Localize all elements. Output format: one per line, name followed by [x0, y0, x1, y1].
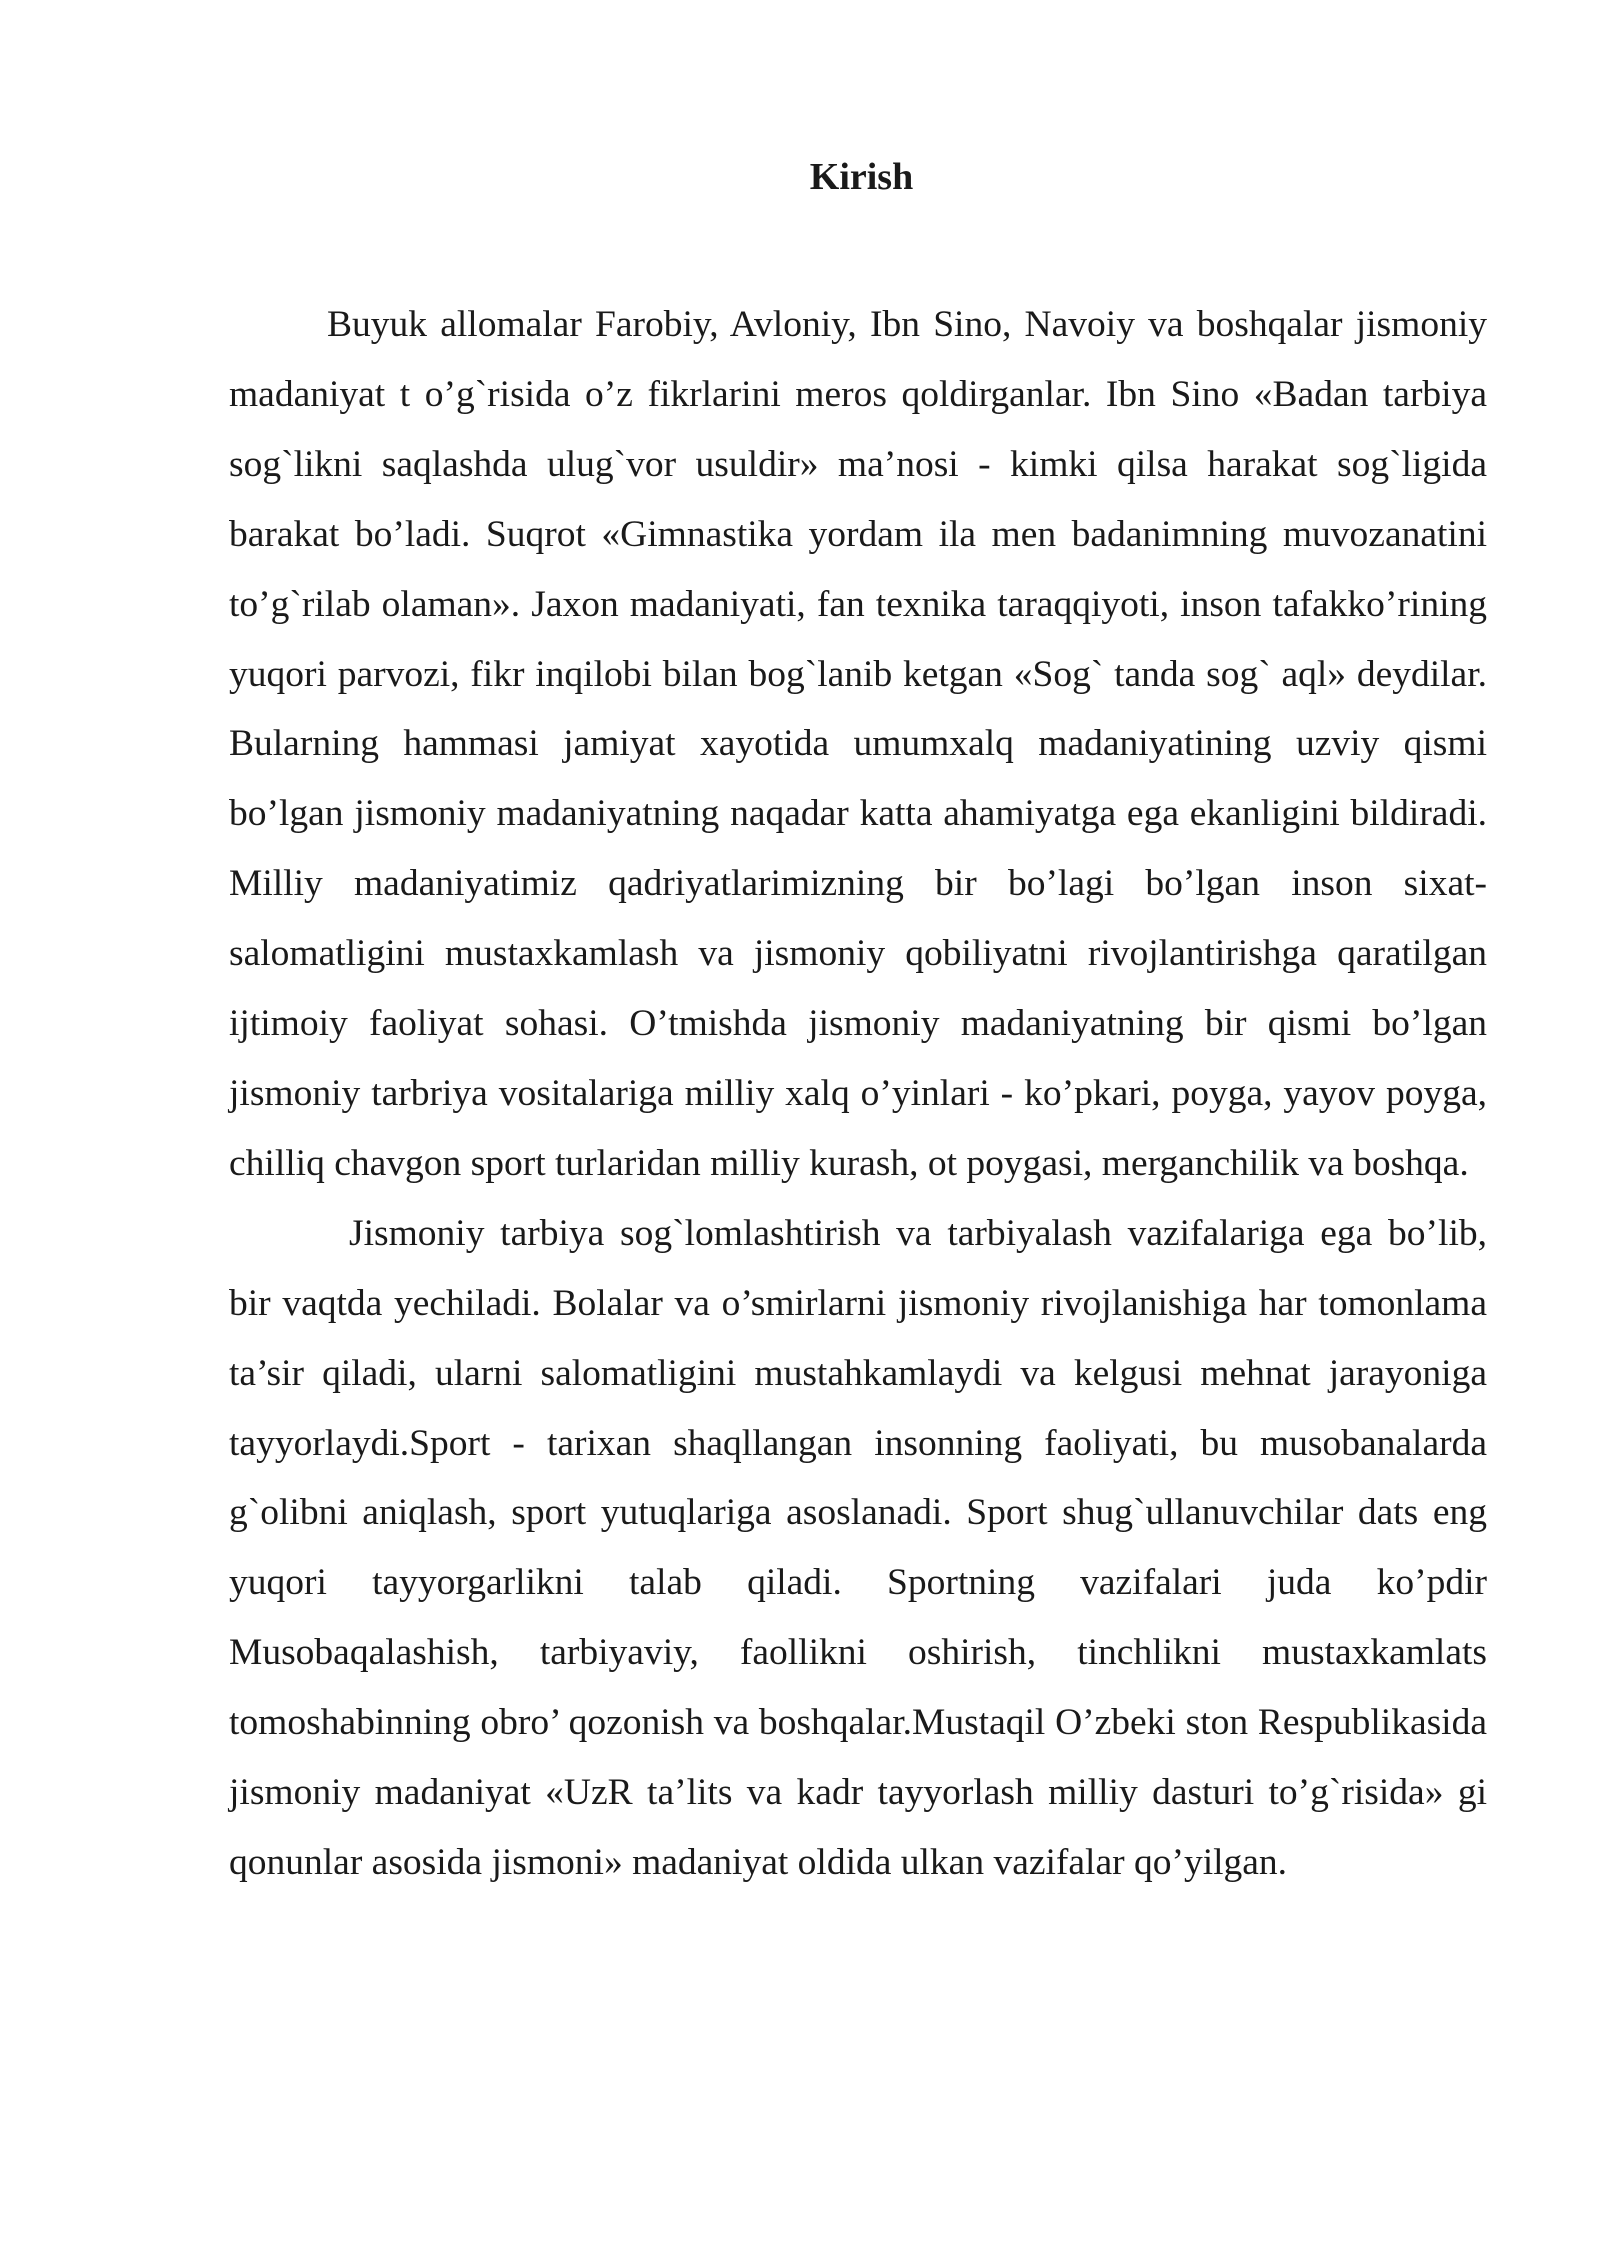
page-title: Kirish	[809, 156, 914, 198]
body-text	[229, 290, 1487, 1898]
paragraph-1: Buyuk allomalar Farobiy, Avloniy, Ibn Sino, Navoiy va boshqalar jismoniy madaniyat t o’g`risida o’z fikrlarini meros qoldirganlar. Ibn Sino «Badan tarbiya sog`likni saqlashda ulug`vor usuldir» ma’nosi - kimki qilsa harakat sog`ligida barakat bo’ladi. Suqrot «Gimnastika yordam ila men badanimning muvozanatini to’g`rilab olaman». Jaxon madaniyati, fan texnika taraqqiyoti, inson tafakko’rining yuqori parvozi, fikr inqilobi bilan bog`lanib ketgan «Sog` tanda sog` aql» deydilar. Bularning hammasi jamiyat xayotida umumxalq madaniyatining uzviy qismi bo’lgan jismoniy madaniyatning naqadar katta ahamiyatga ega ekanligini bildiradi. Milliy madaniyatimiz qadriyatlarimizning bir bo’lagi bo’lgan inson sixat-salomatligini mustaxkamlash va jismoniy qobiliyatni rivojlantirishga qaratilgan ijtimoiy faoliyat sohasi. O’tmishda jismoniy madaniyatning bir qismi bo’lgan jismoniy tarbriya vositalariga milliy xalq o’yinlari - ko’pkari, poyga, yayov poyga, chilliq chavgon sport turlaridan milliy kurash, ot poygasi, merganchilik va boshqa.	[229, 304, 1487, 1184]
paragraph-2: Jismoniy tarbiya sog`lomlashtirish va tarbiyalash vazifalariga ega bo’lib, bir vaqtda yechiladi. Bolalar va o’smirlarni jismoniy rivojlanishiga har tomonlama ta’sir qiladi, ularni salomatligini mustahkamlaydi va kelgusi mehnat jarayoniga tayyorlaydi.Sport - tarixan shaqllangan insonning faoliyati, bu musobanalarda g`olibni aniqlash, sport yutuqlariga asoslanadi. Sport shug`ullanuvchilar dats eng yuqori tayyorgarlikni talab qiladi. Sportning vazifalari juda ko’pdir Musobaqalashish, tarbiyaviy, faollikni oshirish, tinchlikni mustaxkamlats tomoshabinning obro’ qozonish va boshqalar.Mustaqil O’zbeki ston Respublikasida jismoniy madaniyat «UzR ta’lits va kadr tayyorlash milliy dasturi to’g`risida» gi qonunlar asosida jismoni» madaniyat oldida ulkan vazifalar qo’yilgan.	[229, 1212, 1487, 1883]
